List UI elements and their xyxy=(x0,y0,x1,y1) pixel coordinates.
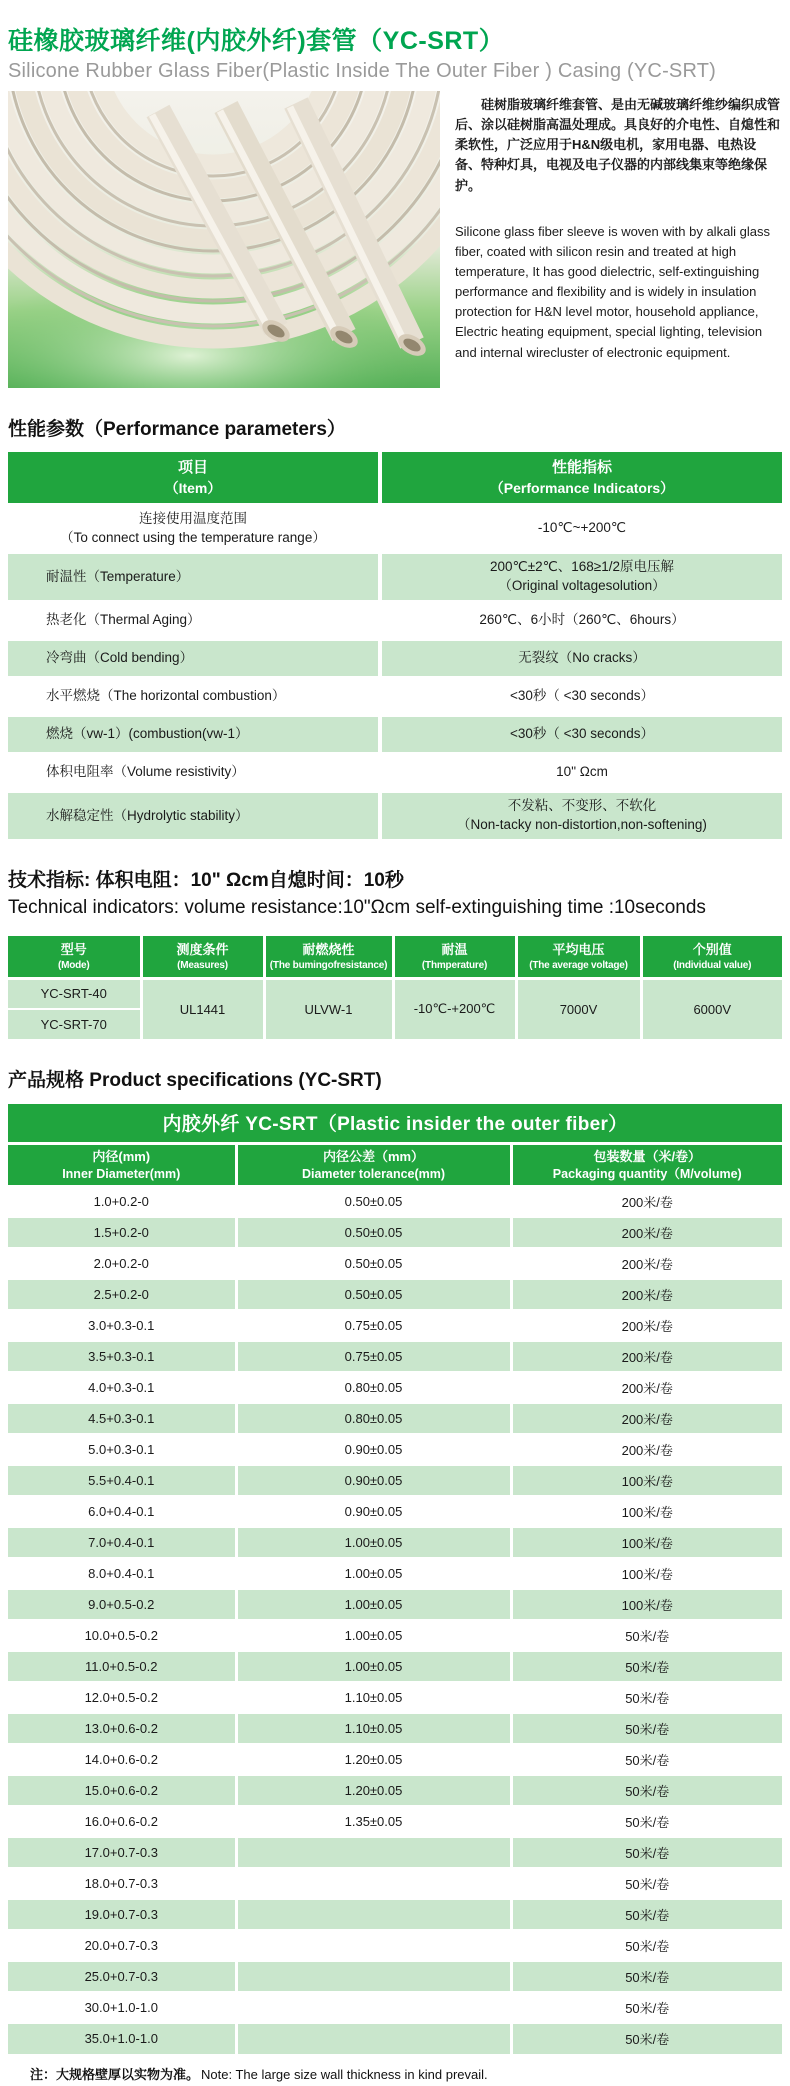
spec-cell: 12.0+0.5-0.2 xyxy=(8,1682,236,1713)
spec-cell: 0.90±0.05 xyxy=(236,1496,511,1527)
spec-cell: 18.0+0.7-0.3 xyxy=(8,1868,236,1899)
spec-row xyxy=(8,1713,782,1744)
spec-cell: 1.5+0.2-0 xyxy=(8,1217,236,1248)
spec-cell: 5.0+0.3-0.1 xyxy=(8,1434,236,1465)
spec-cell: 50米/卷 xyxy=(511,1899,782,1930)
spec-cell: 50米/卷 xyxy=(511,1651,782,1682)
performance-row xyxy=(8,792,782,839)
spec-cell: 50米/卷 xyxy=(511,2023,782,2054)
spec-cell: 1.20±0.05 xyxy=(236,1744,511,1775)
spec-row xyxy=(8,1186,782,1217)
performance-row xyxy=(8,754,782,792)
spec-cell: 50米/卷 xyxy=(511,1713,782,1744)
perf-item-cell: 水解稳定性（Hydrolytic stability） xyxy=(8,792,380,839)
perf-value-cell: <30秒（ <30 seconds） xyxy=(380,716,782,754)
spec-cell: 3.0+0.3-0.1 xyxy=(8,1310,236,1341)
performance-row xyxy=(8,640,782,678)
model-burning-cell: ULVW-1 xyxy=(264,979,393,1039)
spec-cell: 14.0+0.6-0.2 xyxy=(8,1744,236,1775)
spec-cell: 2.5+0.2-0 xyxy=(8,1279,236,1310)
spec-cell: 1.10±0.05 xyxy=(236,1682,511,1713)
technical-indicators-zh: 技术指标: 体积电阻：10" Ωcm自熄时间：10秒 xyxy=(8,869,404,891)
description-en: Silicone glass fiber sleeve is woven with by alkali glass fiber, coated with silicon resin and treated at high temperature, It has good dielectric, self-extinguishing performance and flexibility and is widely in insulation protection for H&N level motor, household appliance, Electric heating equipment, special lighting, television and internal wirecluster of electronic equipment. xyxy=(455,223,771,360)
spec-cell: 1.10±0.05 xyxy=(236,1713,511,1744)
spec-cell: 200米/卷 xyxy=(511,1434,782,1465)
spec-cell: 30.0+1.0-1.0 xyxy=(8,1992,236,2023)
model-col-individual-value: 个别值 (Individual value) xyxy=(641,936,782,979)
perf-col-item: 项目 （Item） xyxy=(8,452,380,504)
performance-table xyxy=(8,452,782,839)
spec-cell: 50米/卷 xyxy=(511,1620,782,1651)
spec-cell: 100米/卷 xyxy=(511,1558,782,1589)
model-name-cell: YC-SRT-40 xyxy=(8,979,141,1009)
catalog-page xyxy=(0,26,790,2083)
spec-cell xyxy=(236,2023,511,2054)
spec-cell xyxy=(236,1961,511,1992)
performance-header-row xyxy=(8,452,782,504)
spec-row xyxy=(8,1496,782,1527)
perf-value-cell: 200℃±2℃、168≥1/2原电压解 （Original voltagesolution） xyxy=(380,553,782,602)
spec-row xyxy=(8,1465,782,1496)
spec-row xyxy=(8,1434,782,1465)
spec-cell: 5.5+0.4-0.1 xyxy=(8,1465,236,1496)
perf-item-cell: 冷弯曲（Cold bending） xyxy=(8,640,380,678)
spec-cell: 100米/卷 xyxy=(511,1589,782,1620)
spec-row xyxy=(8,1589,782,1620)
spec-cell: 7.0+0.4-0.1 xyxy=(8,1527,236,1558)
intro-section xyxy=(8,91,782,388)
spec-row xyxy=(8,1899,782,1930)
spec-cell: 0.50±0.05 xyxy=(236,1186,511,1217)
model-voltage-cell: 7000V xyxy=(516,979,641,1039)
spec-cell: 8.0+0.4-0.1 xyxy=(8,1558,236,1589)
description-zh: 硅树脂玻璃纤维套管、是由无碱玻璃纤维纱编织成管后、涂以硅树脂高温处理成。具良好的介电性、自熄性和柔软性，广泛应用于H&N级电机，家用电器、电热设备、特种灯具，电视及电子仪器的内部线集束等绝缘保护。 xyxy=(455,97,781,193)
spec-cell: 50米/卷 xyxy=(511,1930,782,1961)
spec-row xyxy=(8,1558,782,1589)
page-title-en: Silicone Rubber Glass Fiber(Plastic Inside The Outer Fiber ) Casing (YC-SRT) xyxy=(8,60,717,82)
spec-cell: 1.0+0.2-0 xyxy=(8,1186,236,1217)
spec-row xyxy=(8,1279,782,1310)
perf-value-cell: 不发粘、不变形、不软化 （Non-tacky non-distortion,non-softening) xyxy=(380,792,782,839)
spec-cell: 1.00±0.05 xyxy=(236,1527,511,1558)
spec-cell: 100米/卷 xyxy=(511,1465,782,1496)
performance-row xyxy=(8,678,782,716)
perf-item-cell: 热老化（Thermal Aging） xyxy=(8,602,380,640)
spec-cell: 1.20±0.05 xyxy=(236,1775,511,1806)
model-measures-cell: UL1441 xyxy=(141,979,264,1039)
footnote xyxy=(8,2064,782,2083)
spec-cell: 11.0+0.5-0.2 xyxy=(8,1651,236,1682)
perf-item-cell: 耐温性（Temperature） xyxy=(8,553,380,602)
spec-cell: 50米/卷 xyxy=(511,1992,782,2023)
spec-row xyxy=(8,1682,782,1713)
spec-table-title: 内胶外纤 YC-SRT（Plastic insider the outer fiber） xyxy=(8,1104,782,1144)
spec-cell: 200米/卷 xyxy=(511,1186,782,1217)
spec-col-inner-diameter: 内径(mm) Inner Diameter(mm) xyxy=(8,1144,236,1186)
performance-table-body xyxy=(8,504,782,839)
performance-heading: 性能参数（Performance parameters） xyxy=(8,419,346,440)
footnote-zh: 注：大规格壁厚以实物为准。 xyxy=(30,2066,200,2082)
spec-cell: 1.00±0.05 xyxy=(236,1620,511,1651)
spec-row xyxy=(8,1806,782,1837)
technical-indicators-en: Technical indicators: volume resistance:10"Ωcm self-extinguishing time :10seconds xyxy=(8,896,706,918)
product-description xyxy=(440,91,782,388)
spec-cell: 200米/卷 xyxy=(511,1248,782,1279)
performance-row xyxy=(8,504,782,553)
spec-header-row xyxy=(8,1144,782,1186)
spec-cell: 50米/卷 xyxy=(511,1837,782,1868)
performance-row xyxy=(8,553,782,602)
spec-title-row xyxy=(8,1104,782,1144)
spec-cell: 35.0+1.0-1.0 xyxy=(8,2023,236,2054)
spec-cell: 0.50±0.05 xyxy=(236,1248,511,1279)
spec-cell: 50米/卷 xyxy=(511,1961,782,1992)
spec-cell: 200米/卷 xyxy=(511,1310,782,1341)
spec-cell xyxy=(236,1930,511,1961)
performance-row xyxy=(8,716,782,754)
perf-value-cell: <30秒（ <30 seconds） xyxy=(380,678,782,716)
perf-value-cell: 10" Ωcm xyxy=(380,754,782,792)
spec-cell: 200米/卷 xyxy=(511,1279,782,1310)
spec-cell: 200米/卷 xyxy=(511,1403,782,1434)
spec-cell: 50米/卷 xyxy=(511,1775,782,1806)
spec-row xyxy=(8,1961,782,1992)
perf-item-cell: 水平燃烧（The horizontal combustion） xyxy=(8,678,380,716)
spec-cell: 50米/卷 xyxy=(511,1744,782,1775)
model-table xyxy=(8,936,782,1039)
spec-cell: 13.0+0.6-0.2 xyxy=(8,1713,236,1744)
spec-cell: 50米/卷 xyxy=(511,1806,782,1837)
spec-cell: 200米/卷 xyxy=(511,1217,782,1248)
spec-row xyxy=(8,2023,782,2054)
spec-row xyxy=(8,1620,782,1651)
spec-cell: 20.0+0.7-0.3 xyxy=(8,1930,236,1961)
spec-cell: 4.0+0.3-0.1 xyxy=(8,1372,236,1403)
spec-cell: 16.0+0.6-0.2 xyxy=(8,1806,236,1837)
spec-cell: 100米/卷 xyxy=(511,1527,782,1558)
model-temperature-cell: -10℃-+200℃ xyxy=(393,979,516,1039)
spec-heading: 产品规格 Product specifications (YC-SRT) xyxy=(8,1069,382,1091)
spec-cell: 3.5+0.3-0.1 xyxy=(8,1341,236,1372)
product-photo-image xyxy=(8,91,440,388)
spec-cell: 0.90±0.05 xyxy=(236,1465,511,1496)
spec-row xyxy=(8,1744,782,1775)
spec-cell: 2.0+0.2-0 xyxy=(8,1248,236,1279)
spec-row xyxy=(8,1527,782,1558)
spec-row xyxy=(8,1217,782,1248)
perf-col-indicators: 性能指标 （Performance Indicators） xyxy=(380,452,782,504)
spec-table xyxy=(8,1104,782,2054)
spec-col-packaging-quantity: 包装数量（米/卷） Packaging quantity（M/volume) xyxy=(511,1144,782,1186)
perf-value-cell: 无裂纹（No cracks） xyxy=(380,640,782,678)
spec-cell: 1.00±0.05 xyxy=(236,1589,511,1620)
spec-cell: 4.5+0.3-0.1 xyxy=(8,1403,236,1434)
spec-cell: 25.0+0.7-0.3 xyxy=(8,1961,236,1992)
spec-cell: 6.0+0.4-0.1 xyxy=(8,1496,236,1527)
model-col-average-voltage: 平均电压 (The average voltage) xyxy=(516,936,641,979)
spec-cell: 10.0+0.5-0.2 xyxy=(8,1620,236,1651)
spec-row xyxy=(8,1868,782,1899)
perf-item-cell: 体积电阻率（Volume resistivity） xyxy=(8,754,380,792)
spec-cell: 50米/卷 xyxy=(511,1868,782,1899)
model-row-1 xyxy=(8,979,782,1009)
spec-cell: 0.80±0.05 xyxy=(236,1403,511,1434)
model-header-row xyxy=(8,936,782,979)
spec-cell: 1.00±0.05 xyxy=(236,1651,511,1682)
model-col-measures: 测度条件 (Measures) xyxy=(141,936,264,979)
spec-row xyxy=(8,1341,782,1372)
model-col-burning-resistance: 耐燃烧性 (The bumingofresistance) xyxy=(264,936,393,979)
spec-cell: 9.0+0.5-0.2 xyxy=(8,1589,236,1620)
spec-cell: 19.0+0.7-0.3 xyxy=(8,1899,236,1930)
footnote-en: Note: The large size wall thickness in kind prevail. xyxy=(201,2066,488,2082)
perf-value-cell: 260℃、6小时（260℃、6hours） xyxy=(380,602,782,640)
spec-row xyxy=(8,1403,782,1434)
spec-cell xyxy=(236,1992,511,2023)
spec-row xyxy=(8,1310,782,1341)
performance-row xyxy=(8,602,782,640)
spec-row xyxy=(8,1248,782,1279)
spec-cell: 0.50±0.05 xyxy=(236,1279,511,1310)
spec-cell: 200米/卷 xyxy=(511,1372,782,1403)
spec-row xyxy=(8,1930,782,1961)
spec-row xyxy=(8,1837,782,1868)
model-col-temperature: 耐温 (Thmperature) xyxy=(393,936,516,979)
spec-cell: 0.75±0.05 xyxy=(236,1310,511,1341)
spec-row xyxy=(8,1372,782,1403)
spec-cell: 200米/卷 xyxy=(511,1341,782,1372)
spec-row xyxy=(8,1992,782,2023)
spec-cell: 1.00±0.05 xyxy=(236,1558,511,1589)
spec-row xyxy=(8,1775,782,1806)
spec-cell: 0.90±0.05 xyxy=(236,1434,511,1465)
model-individual-cell: 6000V xyxy=(641,979,782,1039)
model-name-cell: YC-SRT-70 xyxy=(8,1009,141,1039)
spec-cell: 50米/卷 xyxy=(511,1682,782,1713)
perf-item-cell: 连接使用温度范围 （To connect using the temperature range） xyxy=(8,504,380,553)
spec-table-body xyxy=(8,1186,782,2054)
product-photo xyxy=(8,91,440,388)
perf-value-cell: -10℃~+200℃ xyxy=(380,504,782,553)
spec-cell: 15.0+0.6-0.2 xyxy=(8,1775,236,1806)
perf-item-cell: 燃烧（vw-1）(combustion(vw-1） xyxy=(8,716,380,754)
model-col-mode: 型号 (Mode) xyxy=(8,936,141,979)
spec-cell: 100米/卷 xyxy=(511,1496,782,1527)
spec-cell xyxy=(236,1837,511,1868)
spec-cell xyxy=(236,1899,511,1930)
spec-cell xyxy=(236,1868,511,1899)
spec-cell: 17.0+0.7-0.3 xyxy=(8,1837,236,1868)
spec-col-diameter-tolerance: 内径公差（mm） Diameter tolerance(mm) xyxy=(236,1144,511,1186)
spec-row xyxy=(8,1651,782,1682)
spec-cell: 0.80±0.05 xyxy=(236,1372,511,1403)
spec-cell: 0.50±0.05 xyxy=(236,1217,511,1248)
spec-cell: 1.35±0.05 xyxy=(236,1806,511,1837)
spec-cell: 0.75±0.05 xyxy=(236,1341,511,1372)
page-title-zh: 硅橡胶玻璃纤维(内胶外纤)套管（YC-SRT） xyxy=(8,27,505,55)
